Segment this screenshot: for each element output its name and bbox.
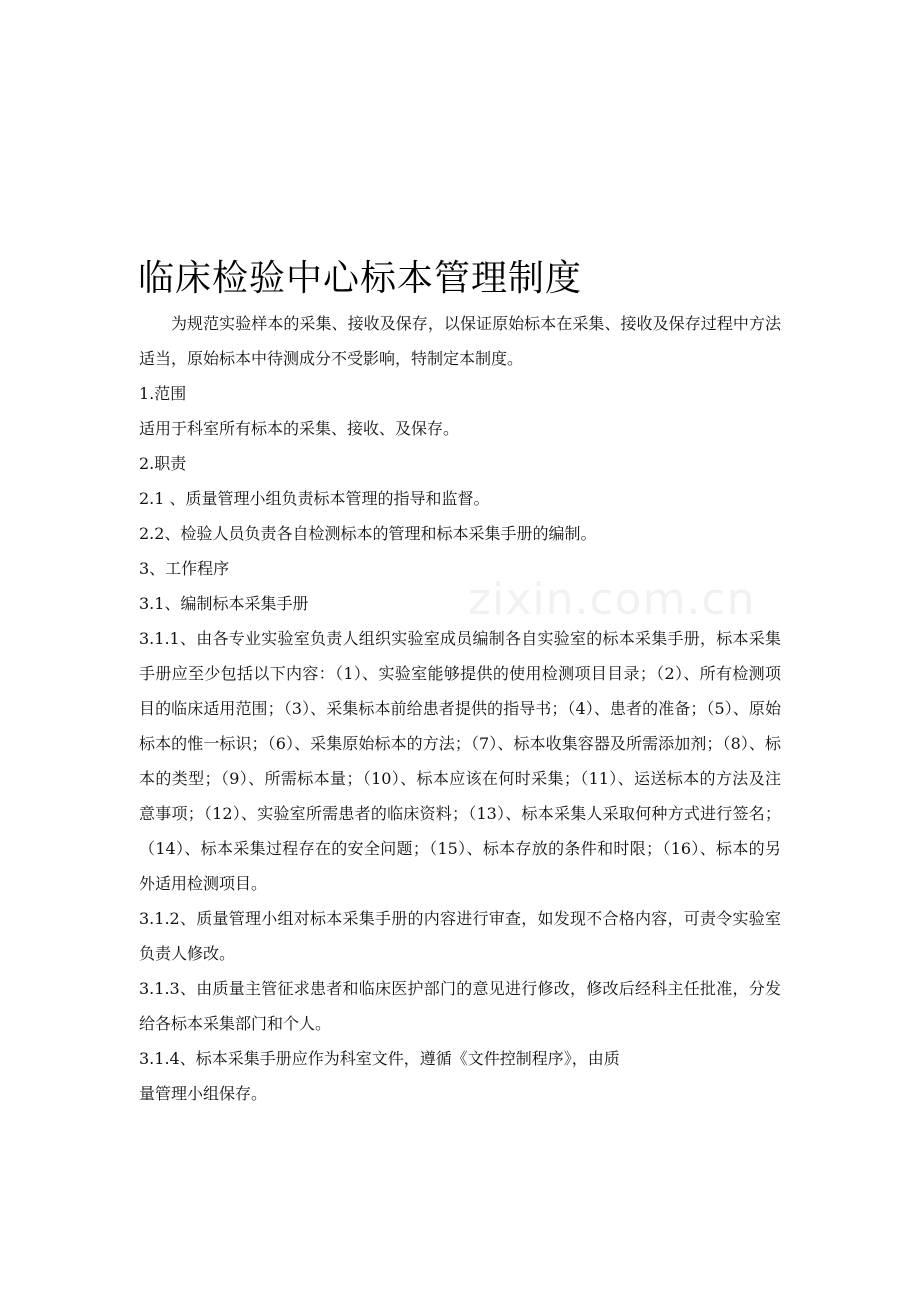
duty-2-2: 2.2、检验人员负责各自检测标本的管理和标本采集手册的编制。 xyxy=(139,524,597,543)
scope-text: 适用于科室所有标本的采集、接收、及保存。 xyxy=(139,419,460,438)
duties-heading: 2.职责 xyxy=(139,454,187,473)
document-title: 临床检验中心标本管理制度 xyxy=(138,258,583,299)
procedure-3-1-3: 3.1.3、由质量主管征求患者和临床医护部门的意见进行修改，修改后经科主任批准，分发给各标本采集部门和个人。 xyxy=(139,979,781,1033)
procedure-3-1: 3.1、编制标本采集手册 xyxy=(139,594,309,613)
intro-paragraph: 为规范实验样本的采集、接收及保存，以保证原始标本在采集、接收及保存过程中方法适当，原始标本中待测成分不受影响，特制定本制度。 xyxy=(139,314,781,368)
duty-2-1: 2.1 、质量管理小组负责标本管理的指导和监督。 xyxy=(139,489,490,508)
scope-heading: 1.范围 xyxy=(139,384,187,403)
procedure-3-1-1: 3.1.1、由各专业实验室负责人组织实验室成员编制各自实验室的标本采集手册，标本采集手册应至少包括以下内容：（1）、实验室能够提供的使用检测项目目录；（2）、所有检测项目的临床适用范围；（3）、采集标本前给患者提供的指导书；（4）、患者的准备；（5）、原始标本的惟一标识；（6）、采集原始标本的方法；（7）、标本收集容器及所需添加剂；（8）、标本的类型；（9）、所需标本量；（10）、标本应该在何时采集；（11）、运送标本的方法及注意事项；（12）、实验室所需患者的临床资料；（13）、标本采集人采取何种方式进行签名；（14）、标本采集过程存在的安全问题；（15）、标本存放的条件和时限；（16）、标本的另外适用检测项目。 xyxy=(139,629,781,893)
watermark: zixin.com.cn xyxy=(468,574,756,625)
document-body xyxy=(139,306,781,1111)
procedure-3-1-4-line-1: 3.1.4、标本采集手册应作为科室文件，遵循《文件控制程序》，由质 xyxy=(139,1049,620,1068)
procedure-3-1-4-line-2: 量管理小组保存。 xyxy=(139,1084,268,1103)
procedure-heading: 3、工作程序 xyxy=(139,559,230,578)
procedure-3-1-2: 3.1.2、质量管理小组对标本采集手册的内容进行审查，如发现不合格内容，可责令实验室负责人修改。 xyxy=(139,909,781,963)
